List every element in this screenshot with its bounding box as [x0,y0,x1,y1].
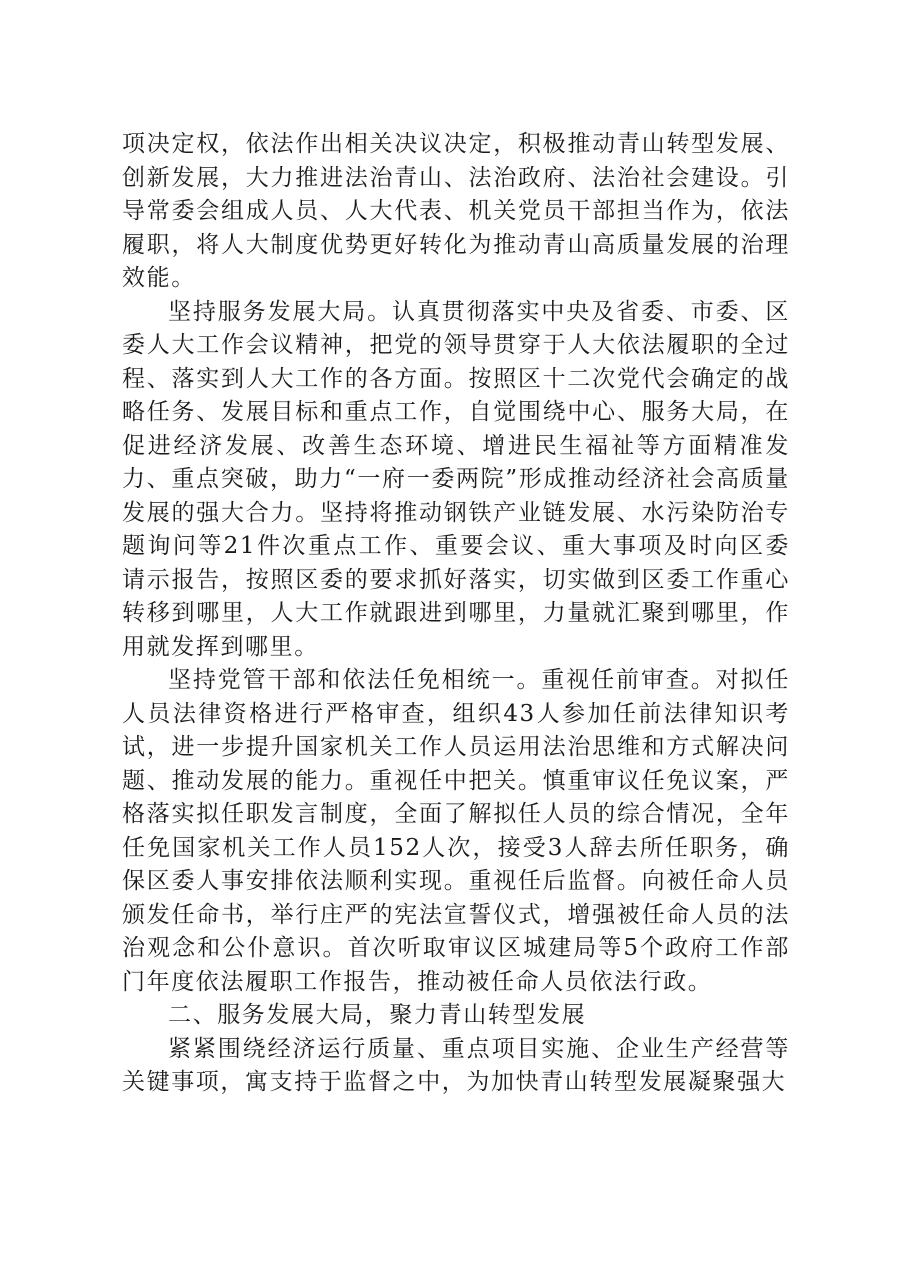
document-body [122,128,790,1100]
section-heading: 二、服务发展大局，聚力青山转型发展 [168,1002,587,1028]
paragraph-economic-supervision: 紧紧围绕经济运行质量、重点项目实施、企业生产经营等关键事项，寓支持于监督之中，为加快青山转型发展凝聚强大 [122,1035,790,1095]
paragraph-serve-development: 坚持服务发展大局。认真贯彻落实中央及省委、市委、区委人大工作会议精神，把党的领导贯穿于人大依法履职的全过程、落实到人大工作的各方面。按照区十二次党代会确定的战略任务、发展目标和重点工作，自觉围绕中心、服务大局，在促进经济发展、改善生态环境、增进民生福祉等方面精准发力、重点突破，助力“一府一委两院”形成推动经济社会高质量发展的强大合力。坚持将推动钢铁产业链发展、水污染防治专题询问等21件次重点工作、重要会议、重大事项及时向区委请示报告，按照区委的要求抓好落实，切实做到区委工作重心转移到哪里，人大工作就跟进到哪里，力量就汇聚到哪里，作用就发挥到哪里。 [122,298,790,660]
paragraph-cadre-appointment: 坚持党管干部和依法任免相统一。重视任前审查。对拟任人员法律资格进行严格审查，组织43人参加任前法律知识考试，进一步提升国家机关工作人员运用法治思维和方式解决问题、推动发展的能力。重视任中把关。慎重审议任免议案，严格落实拟任职发言制度，全面了解拟任人员的综合情况，全年任免国家机关工作人员152人次，接受3人辞去所任职务，确保区委人事安排依法顺利实现。重视任后监督。向被任命人员颁发任命书，举行庄严的宪法宣誓仪式，增强被任命人员的法治观念和公仆意识。首次听取审议区城建局等5个政府工作部门年度依法履职工作报告，推动被任命人员依法行政。 [122,667,790,995]
paragraph-continued: 项决定权，依法作出相关决议决定，积极推动青山转型发展、创新发展，大力推进法治青山、法治政府、法治社会建设。引导常委会组成人员、人大代表、机关党员干部担当作为，依法履职，将人大制度优势更好转化为推动青山高质量发展的治理效能。 [122,131,790,291]
